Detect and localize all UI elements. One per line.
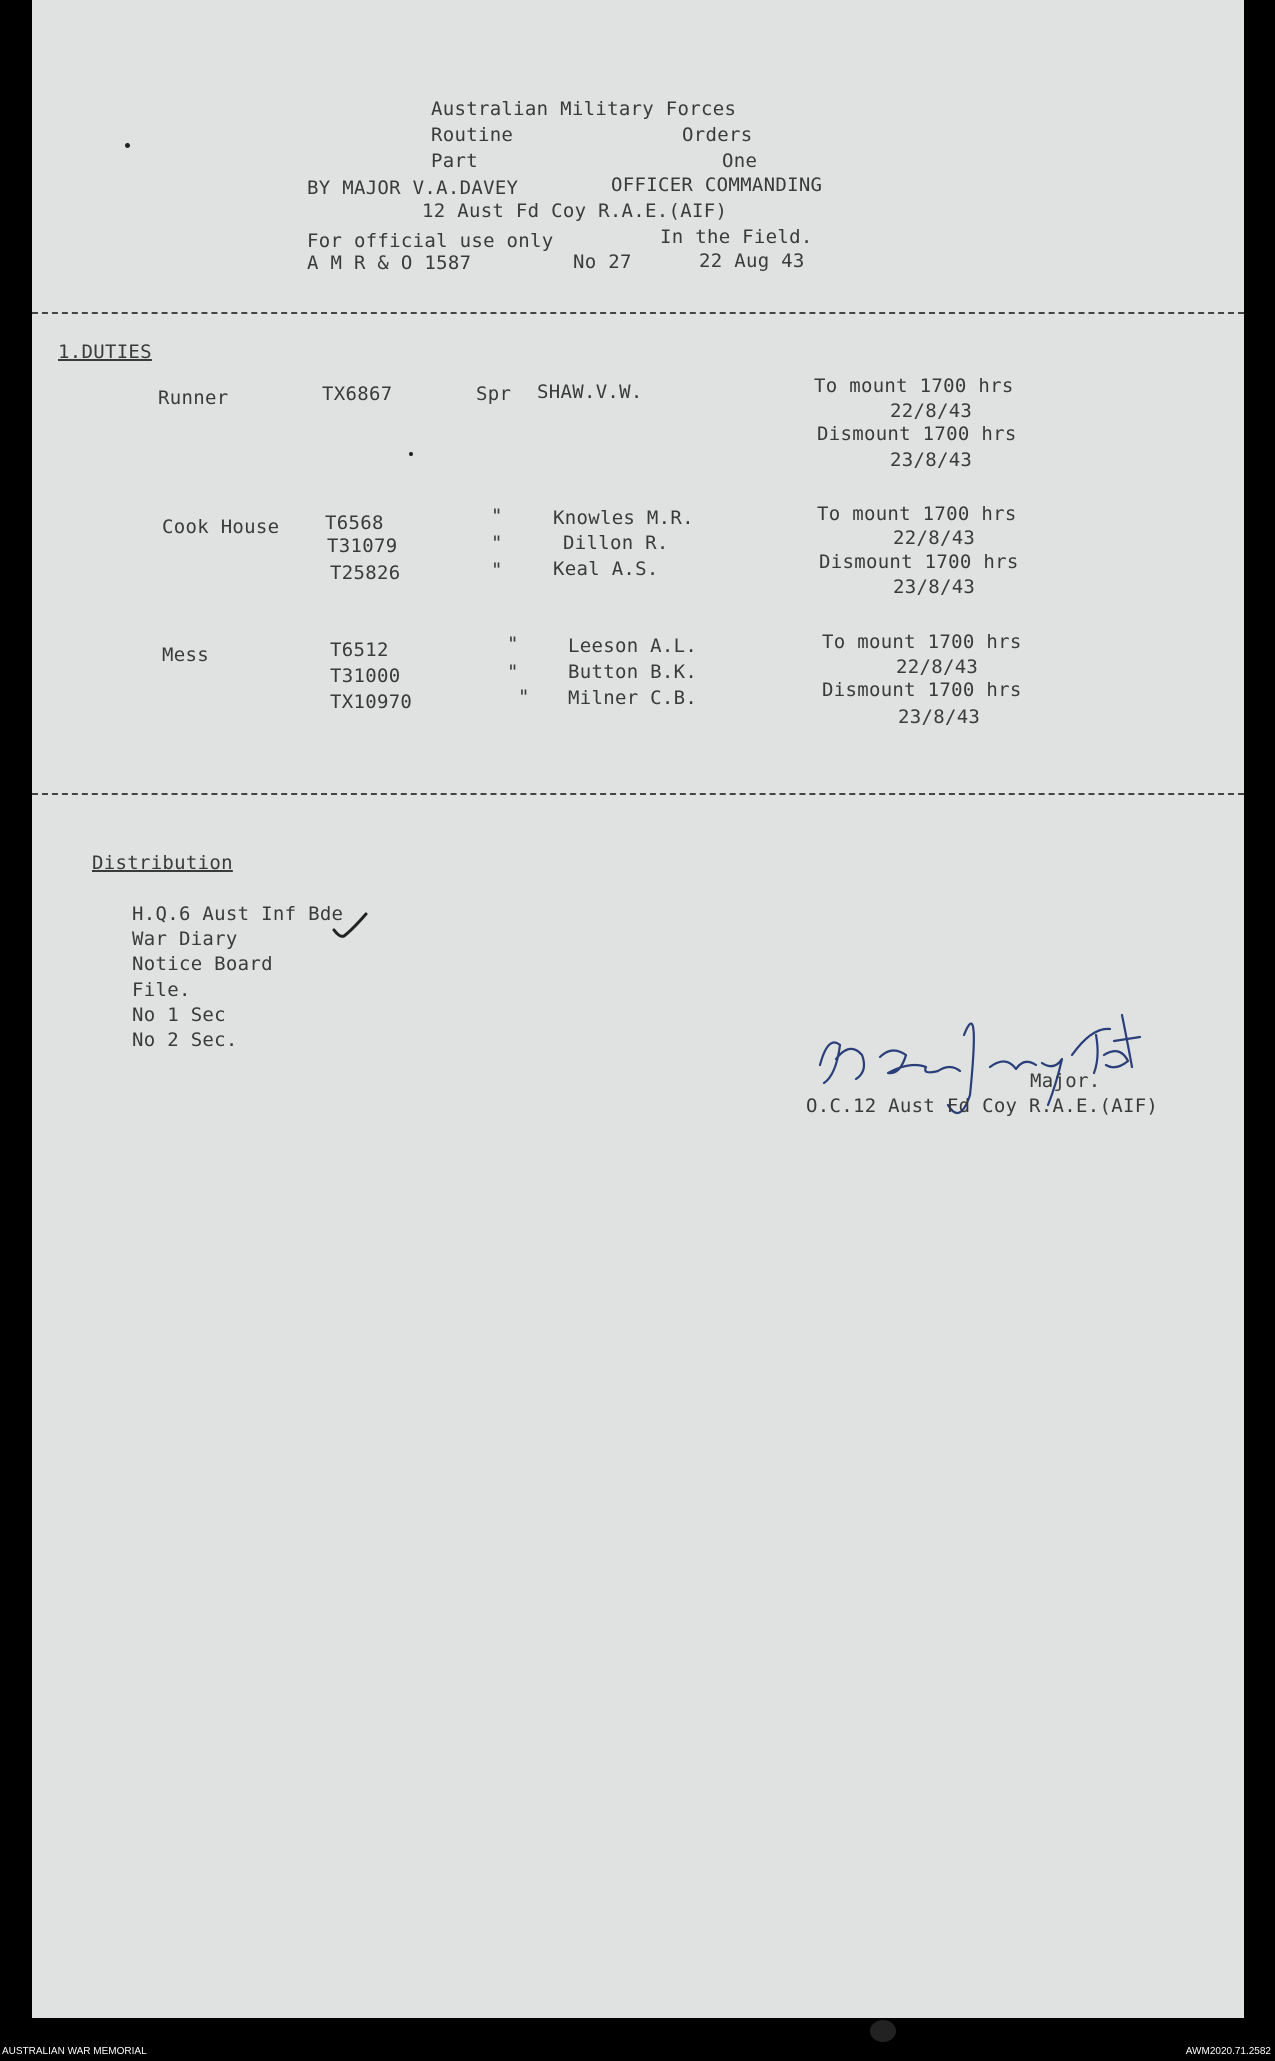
mount-time: To mount 1700 hrs [814, 375, 1014, 397]
rank: " [491, 559, 503, 581]
distribution-item: No 1 Sec [132, 1004, 226, 1026]
distribution-item: H.Q.6 Aust Inf Bde [132, 903, 344, 925]
dismount-time: Dismount 1700 hrs [822, 679, 1022, 701]
divider-bottom [32, 793, 1244, 795]
checkmark-icon [332, 912, 368, 940]
rank: " [491, 532, 503, 554]
header-official-use: For official use only [307, 230, 554, 252]
duties-heading: 1.DUTIES [58, 341, 152, 363]
duty-name: Mess [162, 644, 209, 666]
paper-speck [870, 2020, 896, 2042]
duty-name: Runner [158, 387, 229, 409]
signatory-rank: Major. [1030, 1070, 1101, 1092]
soldier-name: SHAW.V.W. [537, 381, 643, 403]
mount-date: 22/8/43 [893, 527, 976, 549]
dismount-date: 23/8/43 [893, 576, 976, 598]
dismount-date: 23/8/43 [890, 449, 973, 471]
mount-date: 22/8/43 [890, 400, 973, 422]
header-order-number: No 27 [573, 251, 632, 273]
divider-top [32, 312, 1244, 314]
rank: Spr [476, 383, 512, 405]
service-number: T31000 [330, 665, 401, 687]
dismount-time: Dismount 1700 hrs [819, 551, 1019, 573]
header-officer-commanding: OFFICER COMMANDING [611, 174, 823, 196]
service-number: T6568 [325, 512, 384, 534]
soldier-name: Leeson A.L. [568, 635, 698, 657]
paper-speck [409, 452, 413, 456]
service-number: T25826 [330, 562, 401, 584]
dismount-date: 23/8/43 [898, 706, 981, 728]
distribution-item: Notice Board [132, 953, 273, 975]
mount-time: To mount 1700 hrs [822, 631, 1022, 653]
service-number: T31079 [327, 535, 398, 557]
rank: " [507, 661, 519, 683]
dismount-time: Dismount 1700 hrs [817, 423, 1017, 445]
header-orders: Orders [682, 124, 753, 146]
soldier-name: Dillon R. [563, 532, 669, 554]
header-line-1: Australian Military Forces [431, 98, 737, 120]
soldier-name: Milner C.B. [568, 687, 698, 709]
distribution-item: No 2 Sec. [132, 1029, 238, 1051]
service-number: T6512 [330, 639, 389, 661]
service-number: TX6867 [322, 383, 393, 405]
footer-left: AUSTRALIAN WAR MEMORIAL [2, 2046, 147, 2057]
header-in-the-field: In the Field. [660, 226, 813, 248]
header-date: 22 Aug 43 [699, 250, 805, 272]
header-part: Part [431, 150, 478, 172]
duty-name: Cook House [162, 516, 280, 538]
mount-date: 22/8/43 [896, 656, 979, 678]
header-amr: A M R & O 1587 [307, 252, 472, 274]
soldier-name: Keal A.S. [553, 558, 659, 580]
soldier-name: Button B.K. [568, 661, 698, 683]
rank: " [507, 633, 519, 655]
rank: " [491, 505, 503, 527]
rank: " [518, 686, 530, 708]
distribution-item: File. [132, 979, 191, 1001]
mount-time: To mount 1700 hrs [817, 503, 1017, 525]
header-one: One [722, 150, 758, 172]
header-routine: Routine [431, 124, 514, 146]
footer-right: AWM2020.71.2582 [1185, 2046, 1271, 2057]
service-number: TX10970 [330, 691, 413, 713]
paper-speck [125, 143, 130, 148]
signatory-unit: O.C.12 Aust Fd Coy R.A.E.(AIF) [806, 1095, 1159, 1117]
distribution-item: War Diary [132, 928, 238, 950]
header-by-major: BY MAJOR V.A.DAVEY [307, 177, 519, 199]
header-unit: 12 Aust Fd Coy R.A.E.(AIF) [422, 200, 728, 222]
distribution-heading: Distribution [92, 852, 233, 874]
soldier-name: Knowles M.R. [553, 507, 694, 529]
